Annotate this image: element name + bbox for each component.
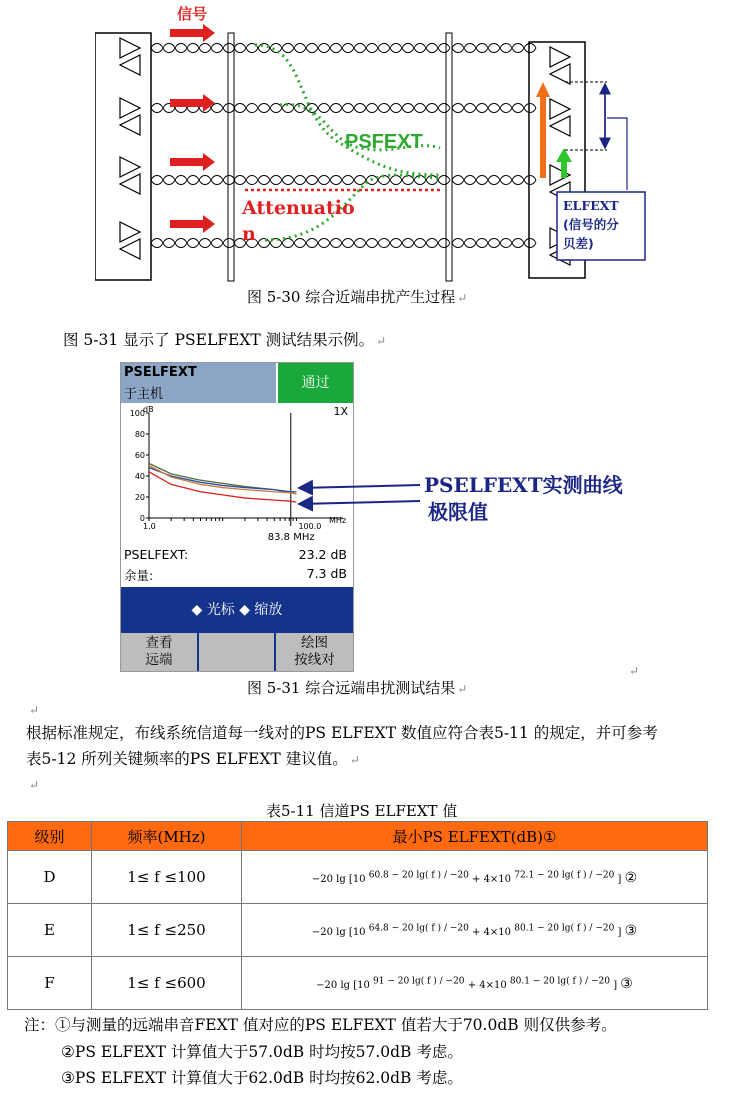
pselfext-table (7, 821, 708, 1010)
pass-status-badge: 通过 (278, 363, 353, 403)
paragraph-line2: 表5-12 所列关键频率的PS ELFEXT 建议值。 ↵ (26, 750, 360, 768)
y-tick-label: 80 (134, 430, 145, 439)
header-frequency: 频率(MHz) (92, 822, 242, 851)
level-cell: E (8, 904, 92, 957)
zoom-level: 1X (333, 405, 348, 418)
margin-label: 余量: (124, 568, 154, 583)
note-2: ②PS ELFEXT 计算值大于57.0dB 时均按57.0dB 考虑。 (61, 1043, 463, 1061)
frequency-cell: 1≤ f ≤600 (92, 957, 242, 1010)
x-unit: MHz (329, 516, 347, 525)
cursor-zoom-bar[interactable]: ◆ 光标 ◆ 缩放 (121, 587, 353, 633)
limit-annotation: 极限值 (428, 500, 488, 524)
y-tick-label: 60 (134, 451, 145, 460)
y-unit: dB (143, 405, 154, 414)
margin-value: 7.3 dB (306, 566, 347, 581)
cursor-frequency: 83.8 MHz (267, 532, 315, 543)
y-tick-label: 100 (129, 409, 145, 418)
level-cell: F (8, 957, 92, 1010)
table-row (8, 957, 708, 1010)
test-title: PSELFEXT (124, 365, 197, 380)
paragraph-line1: 根据标准规定，布线系统信道每一线对的PS ELFEXT 数值应符合表5-11 的规定，并可参考 (26, 724, 658, 742)
frequency-cell: 1≤ f ≤250 (92, 904, 242, 957)
elfext-box-line1: ELFEXT (563, 198, 619, 213)
psfext-label: PSFEXT (345, 131, 423, 153)
elfext-box-line2: (信号的分 (563, 217, 619, 232)
formula-cell: −20 lg [10 $^{91 - 20 lg( f ) / -20}$ + 4×10 $^{80.1 - 20 lg( f ) / -20}$ ] ③ (242, 957, 708, 1010)
signal-label: 信号 (177, 5, 208, 23)
figure-5-30-caption: 图 5-30 综合近端串扰产生过程 ↵ (247, 288, 468, 306)
x-tick-label: 100.0 (298, 522, 322, 531)
plot-by-pair-button[interactable]: 绘图 按线对 (276, 633, 353, 671)
note-3: ③PS ELFEXT 计算值大于62.0dB 时均按62.0dB 考虑。 (61, 1069, 463, 1087)
table-header-row (8, 822, 708, 851)
header-level: 级别 (8, 822, 92, 851)
metric-value: 23.2 dB (298, 547, 347, 562)
table-row (8, 851, 708, 904)
crosstalk-diagram (95, 0, 655, 285)
frequency-cell: 1≤ f ≤100 (92, 851, 242, 904)
y-tick-label: 20 (134, 493, 145, 502)
screen-header (121, 363, 276, 403)
metric-label: PSELFEXT: (124, 547, 189, 562)
y-tick-label: 0 (139, 514, 145, 523)
level-cell: D (8, 851, 92, 904)
formula-cell: −20 lg [10 $^{64.8 - 20 lg( f ) / -20}$ + 4×10 $^{80.1 - 20 lg( f ) / -20}$ ] ③ (242, 904, 708, 957)
attenuation-label-2: n (242, 223, 256, 245)
note-1: 注：①与测量的远端串音FEXT 值对应的PS ELFEXT 值若大于70.0dB 则仅供参考。 (24, 1016, 617, 1034)
measured-curve-annotation: PSELFEXT实测曲线 (424, 473, 623, 497)
table-title: 表5-11 信道PS ELFEXT 值 (266, 802, 458, 820)
y-tick-label: 40 (134, 472, 145, 481)
attenuation-label-1: Attenuatio (242, 197, 355, 219)
intro-text: 图 5-31 显示了 PSELFEXT 测试结果示例。 ↵ (63, 331, 387, 349)
table-row (8, 904, 708, 957)
elfext-box-line3: 贝差) (563, 236, 594, 251)
blank-softkey[interactable] (199, 633, 276, 671)
annotation-arrows (295, 470, 425, 520)
view-far-end-button[interactable]: 查看 远端 (121, 633, 199, 671)
figure-5-31-caption: 图 5-31 综合远端串扰测试结果 ↵ (247, 679, 468, 697)
header-min-pselfext: 最小PS ELFEXT(dB)① (242, 822, 708, 851)
formula-cell: −20 lg [10 $^{60.8 - 20 lg( f ) / -20}$ + 4×10 $^{72.1 - 20 lg( f ) / -20}$ ] ② (242, 851, 708, 904)
test-subtitle: 于主机 (124, 387, 164, 402)
x-tick-label: 1.0 (143, 522, 156, 531)
